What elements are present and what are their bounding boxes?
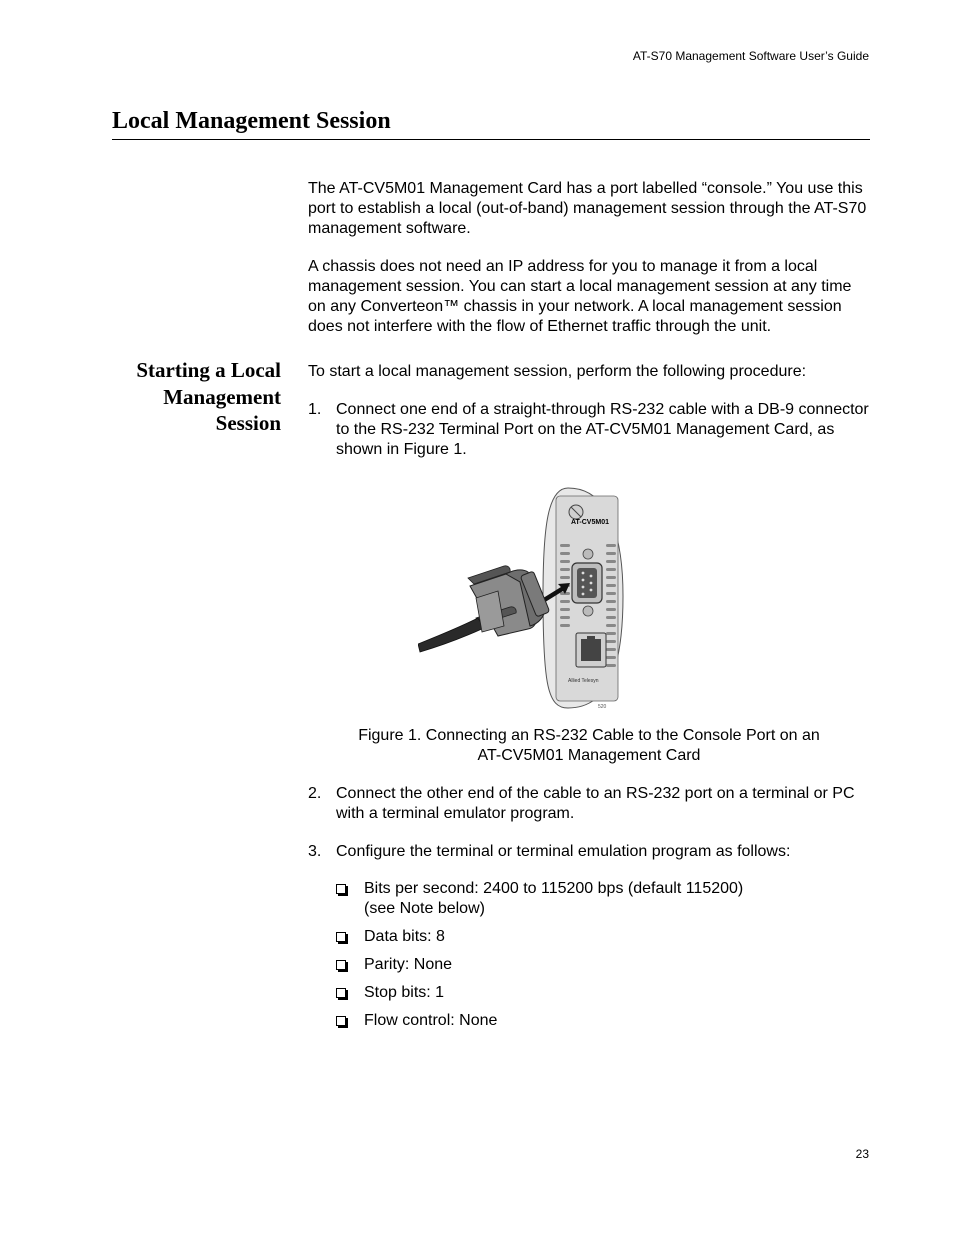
subsection-heading-line-1: Starting a Local <box>136 358 281 382</box>
brand-label: Allied Telesyn <box>568 678 599 684</box>
setting-bits-per-second <box>336 879 836 919</box>
setting-text: Parity: None <box>364 956 453 973</box>
figure-rs232-connection <box>418 486 640 712</box>
step-text: Configure the terminal or terminal emulation program as follows: <box>336 843 791 860</box>
procedure-lead: To start a local management session, perform the following procedure: <box>308 363 807 380</box>
figure-caption-line-1: Figure 1. Connecting an RS-232 Cable to the Console Port on an <box>358 727 820 744</box>
step-text: Connect the other end of the cable to an RS-232 port on a terminal or PC with a terminal emulator program. <box>336 785 855 822</box>
step-number: 1. <box>308 401 322 418</box>
port-screw-top-icon <box>583 549 593 559</box>
setting-parity <box>336 955 836 975</box>
step-number: 2. <box>308 785 322 802</box>
running-header: AT-S70 Management Software User’s Guide <box>632 49 869 63</box>
subsection-heading <box>100 357 281 437</box>
art-number: 520 <box>598 704 607 710</box>
figure-caption-line-2: AT-CV5M01 Management Card <box>477 747 701 764</box>
intro-paragraph-1: The AT-CV5M01 Management Card has a port labelled “console.” You use this port to establish a local (out-of-band) management session through the AT-S70 management software. <box>308 180 867 237</box>
checkbox-bullet-icon <box>336 884 346 894</box>
step-text: Connect one end of a straight-through RS-232 cable with a DB-9 connector to the RS-232 Terminal Port on the AT-CV5M01 Management Card, as shown in Figure 1. <box>336 401 869 458</box>
management-card-illustration <box>418 486 640 712</box>
setting-text: Flow control: None <box>364 1012 498 1029</box>
checkbox-bullet-icon <box>336 988 346 998</box>
section-title: Local Management Session <box>112 106 870 140</box>
checkbox-bullet-icon <box>336 960 346 970</box>
db9-cable-connector <box>418 566 550 652</box>
setting-data-bits <box>336 927 836 947</box>
setting-text: Stop bits: 1 <box>364 984 445 1001</box>
page-number: 23 <box>855 1147 869 1161</box>
step-number: 3. <box>308 843 322 860</box>
port-screw-bottom-icon <box>583 606 593 616</box>
checkbox-bullet-icon <box>336 932 346 942</box>
card-label: AT-CV5M01 <box>571 519 609 526</box>
setting-stop-bits <box>336 983 836 1003</box>
subsection-heading-line-2: Management <box>163 384 281 409</box>
step-2 <box>308 784 873 824</box>
intro-paragraph-2: A chassis does not need an IP address for you to manage it from a local management session. You can start a local management session at any time on any Converteon™ chassis in your network. A local management session does not interfere with the flow of Ethernet traffic through the unit. <box>308 258 852 335</box>
step-1 <box>308 400 873 460</box>
setting-text: Bits per second: 2400 to 115200 bps (default 115200) (see Note below) <box>364 880 744 917</box>
step-3 <box>308 842 873 862</box>
checkbox-bullet-icon <box>336 1016 346 1026</box>
setting-text: Data bits: 8 <box>364 928 445 945</box>
setting-flow-control <box>336 1011 836 1031</box>
subsection-heading-line-3: Session <box>215 411 281 435</box>
figure-caption <box>308 726 870 766</box>
